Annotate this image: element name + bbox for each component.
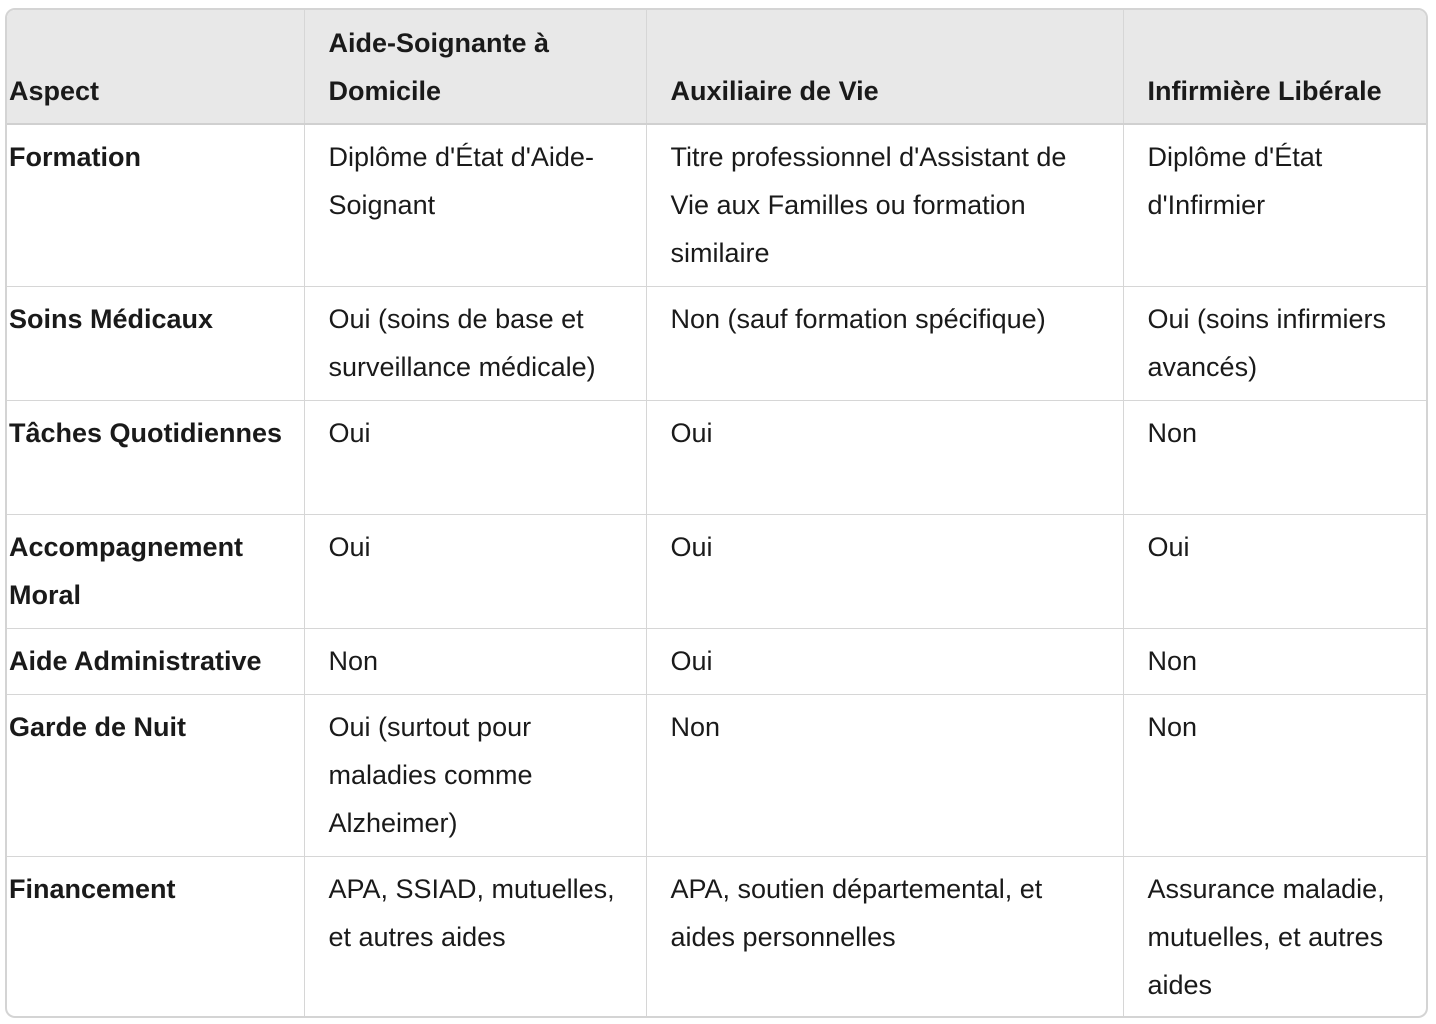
- table-cell: Non: [646, 694, 1123, 856]
- table-cell: Oui: [1123, 514, 1426, 628]
- table-cell: Oui: [646, 628, 1123, 694]
- table-cell: Assurance maladie, mutuelles, et autres aides: [1147, 873, 1385, 1000]
- table-row: [7, 694, 1426, 856]
- table-cell: Oui: [646, 514, 1123, 628]
- table-cell: APA, soutien départemental, et aides personnelles: [646, 856, 1123, 1018]
- table-cell: Oui: [304, 400, 646, 514]
- table-cell: Non: [1123, 400, 1426, 514]
- table-cell: Oui (soins infirmiers avancés): [1123, 286, 1426, 400]
- table-cell: Non: [1123, 628, 1426, 694]
- row-label: Garde de Nuit: [7, 694, 304, 856]
- table-cell: Oui (surtout pour maladies comme Alzheimer): [304, 694, 646, 856]
- comparison-table-container: [5, 8, 1428, 1018]
- table-row: [7, 514, 1426, 628]
- table-row: [7, 856, 1426, 1018]
- header-infirmiere-liberale: Infirmière Libérale: [1123, 10, 1426, 124]
- table-row: [7, 628, 1426, 694]
- table-cell: Non (sauf formation spécifique): [646, 286, 1123, 400]
- row-label: Soins Médicaux: [7, 286, 304, 400]
- row-label: Financement: [7, 856, 304, 1018]
- table-row: [7, 124, 1426, 286]
- row-label: Accompagnement Moral: [7, 514, 304, 628]
- comparison-table: [7, 10, 1426, 1018]
- table-cell: Diplôme d'État d'Aide-Soignant: [304, 124, 646, 286]
- table-cell: Diplôme d'État d'Infirmier: [1123, 124, 1426, 286]
- row-label: Formation: [7, 124, 304, 286]
- table-cell: Oui: [304, 514, 646, 628]
- table-row: [7, 286, 1426, 400]
- table-cell: Oui (soins de base et surveillance médicale): [304, 286, 646, 400]
- table-cell: Non: [304, 628, 646, 694]
- table-cell: APA, SSIAD, mutuelles, et autres aides: [304, 856, 646, 1018]
- table-header-row: [7, 10, 1426, 124]
- row-label: Tâches Quotidiennes: [7, 400, 304, 514]
- table-cell: Oui: [646, 400, 1123, 514]
- table-cell: Titre professionnel d'Assistant de Vie aux Familles ou formation similaire: [646, 124, 1123, 286]
- table-row: [7, 400, 1426, 514]
- header-aspect: Aspect: [7, 10, 304, 124]
- header-aide-soignante: Aide-Soignante à Domicile: [304, 10, 646, 124]
- table-cell: Non: [1123, 694, 1426, 856]
- row-label: Aide Administrative: [7, 628, 304, 694]
- header-auxiliaire-de-vie: Auxiliaire de Vie: [646, 10, 1123, 124]
